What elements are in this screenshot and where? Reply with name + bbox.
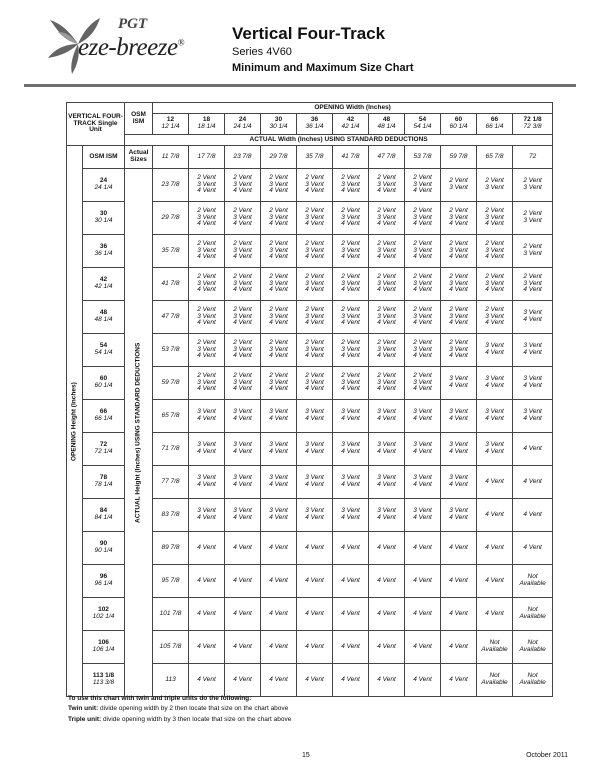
availability-cell: Not Available — [477, 631, 513, 664]
availability-cell: 4 Vent — [333, 664, 369, 697]
availability-cell: 4 Vent — [513, 532, 553, 565]
availability-cell: 4 Vent — [405, 631, 441, 664]
availability-cell: 4 Vent — [189, 664, 225, 697]
availability-cell: 3 Vent 4 Vent — [261, 466, 297, 499]
actual-height-cell: 47 7/8 — [153, 301, 189, 334]
cell-bottom: 18 1/4 — [197, 123, 216, 130]
availability-cell: 2 Vent 3 Vent 4 Vent — [333, 169, 369, 202]
cell-top: 78 — [99, 474, 108, 482]
availability-cell: 2 Vent 3 Vent 4 Vent — [477, 202, 513, 235]
availability-cell: 2 Vent 3 Vent 4 Vent — [225, 334, 261, 367]
availability-cell: 2 Vent 3 Vent 4 Vent — [189, 367, 225, 400]
row-height-header — [83, 301, 125, 334]
cell-top: 12 — [166, 116, 175, 124]
actual-height-cell: 65 7/8 — [153, 400, 189, 433]
cell-top: 36 — [99, 243, 108, 251]
width-header-cell — [297, 114, 333, 135]
cell-top: 36 — [310, 116, 319, 124]
actual-width-cell: 65 7/8 — [477, 146, 513, 169]
availability-cell: 3 Vent 4 Vent — [225, 433, 261, 466]
eze-breeze-logo — [48, 14, 220, 74]
availability-cell: 4 Vent — [333, 598, 369, 631]
availability-cell: 3 Vent 4 Vent — [333, 433, 369, 466]
availability-cell: Not Available — [477, 664, 513, 697]
actual-height-cell: 101 7/8 — [153, 598, 189, 631]
cell-bottom: 96 1/4 — [94, 580, 113, 587]
cell-top: 30 — [99, 210, 108, 218]
availability-cell: 3 Vent 4 Vent — [441, 400, 477, 433]
availability-cell: 2 Vent 3 Vent 4 Vent — [297, 169, 333, 202]
availability-cell: 4 Vent — [405, 664, 441, 697]
title-block — [232, 24, 414, 74]
availability-cell: 4 Vent — [369, 532, 405, 565]
availability-cell: 3 Vent 4 Vent — [369, 466, 405, 499]
availability-cell: 2 Vent 3 Vent 4 Vent — [225, 301, 261, 334]
availability-cell: 2 Vent 3 Vent 4 Vent — [369, 235, 405, 268]
availability-cell: Not Available — [513, 631, 553, 664]
actual-height-cell: 41 7/8 — [153, 268, 189, 301]
cell-top: 54 — [99, 342, 108, 350]
availability-cell: 2 Vent 3 Vent 4 Vent — [333, 235, 369, 268]
row-height-header — [83, 433, 125, 466]
width-header-cell — [441, 114, 477, 135]
availability-cell: 3 Vent 4 Vent — [297, 433, 333, 466]
cell-bottom: 84 1/4 — [94, 514, 113, 521]
availability-cell: 3 Vent 4 Vent — [225, 499, 261, 532]
availability-cell: 2 Vent 3 Vent 4 Vent — [405, 301, 441, 334]
brand-name: eze-breeze® — [78, 34, 184, 61]
width-header-cell — [513, 114, 553, 135]
availability-cell: 2 Vent 3 Vent 4 Vent — [333, 202, 369, 235]
availability-cell: 4 Vent — [369, 565, 405, 598]
availability-cell: 2 Vent 3 Vent 4 Vent — [369, 301, 405, 334]
cell-bottom: 30 1/4 — [94, 217, 113, 224]
actual-width-cell: 72 — [513, 146, 553, 169]
availability-cell: 4 Vent — [297, 565, 333, 598]
availability-cell: 2 Vent 3 Vent — [513, 235, 553, 268]
availability-cell: 3 Vent 4 Vent — [297, 466, 333, 499]
availability-cell: 2 Vent 3 Vent 4 Vent — [261, 169, 297, 202]
actual-width-cell: 23 7/8 — [225, 146, 261, 169]
availability-cell: 4 Vent — [405, 565, 441, 598]
actual-width-cell: 11 7/8 — [153, 146, 189, 169]
cell-top: 84 — [99, 507, 108, 515]
availability-cell: 3 Vent 4 Vent — [189, 466, 225, 499]
availability-cell: 2 Vent 3 Vent 4 Vent — [405, 235, 441, 268]
availability-cell: 4 Vent — [261, 631, 297, 664]
cell-bottom: 30 1/4 — [269, 123, 288, 130]
availability-cell: Not Available — [513, 598, 553, 631]
cell-top: 60 — [99, 375, 108, 383]
availability-cell: 3 Vent 4 Vent — [441, 367, 477, 400]
actual-width-cell: 47 7/8 — [369, 146, 405, 169]
cell-bottom: 90 1/4 — [94, 547, 113, 554]
actual-height-cell: 95 7/8 — [153, 565, 189, 598]
cell-top: 48 — [382, 116, 391, 124]
availability-cell: 2 Vent 3 Vent — [477, 169, 513, 202]
cell-top: 96 — [99, 573, 108, 581]
availability-cell: 4 Vent — [513, 499, 553, 532]
availability-cell: 4 Vent — [513, 466, 553, 499]
availability-cell: 2 Vent 3 Vent 4 Vent — [441, 268, 477, 301]
availability-cell: 2 Vent 3 Vent 4 Vent — [297, 301, 333, 334]
actual-width-header: ACTUAL Width (Inches) USING STANDARD DEDUCTIONS — [125, 135, 553, 146]
actual-height-cell: 71 7/8 — [153, 433, 189, 466]
availability-cell: 4 Vent — [225, 631, 261, 664]
availability-cell: 4 Vent — [189, 631, 225, 664]
actual-height-cell: 113 — [153, 664, 189, 697]
cell-bottom: 60 1/4 — [94, 382, 113, 389]
availability-cell: 2 Vent 3 Vent 4 Vent — [405, 268, 441, 301]
header-rule — [24, 84, 576, 87]
availability-cell: 3 Vent 4 Vent — [405, 466, 441, 499]
availability-cell: 2 Vent 3 Vent 4 Vent — [225, 235, 261, 268]
availability-cell: 3 Vent 4 Vent — [333, 400, 369, 433]
availability-cell: 4 Vent — [369, 664, 405, 697]
publication-date: October 2011 — [526, 752, 568, 759]
availability-cell: 3 Vent 4 Vent — [513, 334, 553, 367]
availability-cell: 3 Vent 4 Vent — [513, 367, 553, 400]
actual-width-cell: 59 7/8 — [441, 146, 477, 169]
availability-cell: 3 Vent 4 Vent — [441, 466, 477, 499]
cell-bottom: 36 1/4 — [305, 123, 324, 130]
availability-cell: 4 Vent — [189, 532, 225, 565]
triple-note: Triple unit: divide opening width by 3 then locate that size on the chart above — [68, 715, 292, 723]
row-height-header — [83, 400, 125, 433]
availability-cell: 4 Vent — [225, 598, 261, 631]
actual-width-cell: 29 7/8 — [261, 146, 297, 169]
cell-bottom: 66 1/4 — [94, 415, 113, 422]
availability-cell: 2 Vent 3 Vent 4 Vent — [513, 268, 553, 301]
cell-bottom: 24 1/4 — [233, 123, 252, 130]
cell-bottom: 72 3/8 — [523, 123, 542, 130]
cell-bottom: 78 1/4 — [94, 481, 113, 488]
availability-cell: 2 Vent 3 Vent 4 Vent — [369, 367, 405, 400]
chart-subtitle: Minimum and Maximum Size Chart — [232, 62, 414, 74]
availability-cell: 2 Vent 3 Vent 4 Vent — [189, 169, 225, 202]
availability-cell: 2 Vent 3 Vent — [513, 169, 553, 202]
availability-cell: 4 Vent — [261, 565, 297, 598]
availability-cell: 2 Vent 3 Vent 4 Vent — [333, 367, 369, 400]
availability-cell: 2 Vent 3 Vent 4 Vent — [333, 301, 369, 334]
availability-cell: 2 Vent 3 Vent 4 Vent — [297, 202, 333, 235]
availability-cell: 2 Vent 3 Vent 4 Vent — [189, 235, 225, 268]
availability-cell: 4 Vent — [297, 631, 333, 664]
availability-cell: 4 Vent — [333, 532, 369, 565]
cell-bottom: 42 1/4 — [341, 123, 360, 130]
actual-sizes-label: Actual Sizes — [125, 146, 153, 169]
twin-note: Twin unit: divide opening width by 2 then locate that size on the chart above — [68, 705, 289, 713]
cell-bottom: 48 1/4 — [94, 316, 113, 323]
availability-cell: 3 Vent 4 Vent — [405, 433, 441, 466]
width-header-cell — [153, 114, 189, 135]
availability-cell: 2 Vent 3 Vent 4 Vent — [261, 202, 297, 235]
availability-cell: 4 Vent — [189, 565, 225, 598]
actual-height-cell: 83 7/8 — [153, 499, 189, 532]
corner-cell: VERTICAL FOUR-TRACK Single Unit — [67, 103, 125, 146]
row-height-header — [83, 499, 125, 532]
notes-heading: To use this chart with twin and triple units do the following: — [68, 695, 252, 702]
series-label: Series 4V60 — [232, 46, 292, 58]
availability-cell: 3 Vent 4 Vent — [369, 433, 405, 466]
availability-cell: 3 Vent 4 Vent — [513, 301, 553, 334]
cell-top: 90 — [99, 540, 108, 548]
availability-cell: 4 Vent — [441, 598, 477, 631]
osm-ism-top: OSM ISM — [125, 103, 153, 135]
availability-cell: 2 Vent 3 Vent 4 Vent — [261, 301, 297, 334]
availability-cell: 3 Vent 4 Vent — [477, 433, 513, 466]
availability-cell: 3 Vent 4 Vent — [333, 466, 369, 499]
availability-cell: 2 Vent 3 Vent 4 Vent — [441, 334, 477, 367]
width-header-cell — [477, 114, 513, 135]
table-row — [67, 169, 553, 202]
availability-cell: 3 Vent 4 Vent — [261, 433, 297, 466]
availability-cell: 4 Vent — [225, 532, 261, 565]
cell-top: 66 — [490, 116, 499, 124]
row-height-header — [83, 334, 125, 367]
availability-cell: 2 Vent 3 Vent 4 Vent — [405, 367, 441, 400]
actual-height-cell: 59 7/8 — [153, 367, 189, 400]
width-header-cell — [261, 114, 297, 135]
availability-cell: 3 Vent 4 Vent — [333, 499, 369, 532]
osm-ism-left: OSM ISM — [83, 146, 125, 169]
availability-cell: 2 Vent 3 Vent 4 Vent — [297, 268, 333, 301]
cell-bottom: 42 1/4 — [94, 283, 113, 290]
availability-cell: 4 Vent — [297, 598, 333, 631]
cell-bottom: 54 1/4 — [413, 123, 432, 130]
availability-cell: 4 Vent — [477, 466, 513, 499]
availability-cell: 2 Vent 3 Vent 4 Vent — [297, 367, 333, 400]
row-height-header — [83, 367, 125, 400]
row-height-header — [83, 202, 125, 235]
usage-notes — [68, 694, 291, 725]
availability-cell: 4 Vent — [441, 664, 477, 697]
availability-cell: 2 Vent 3 Vent — [513, 202, 553, 235]
availability-cell: 3 Vent 4 Vent — [477, 400, 513, 433]
availability-cell: 4 Vent — [333, 631, 369, 664]
availability-cell: 3 Vent 4 Vent — [297, 499, 333, 532]
cell-bottom: 102 1/4 — [92, 613, 115, 620]
availability-cell: 2 Vent 3 Vent 4 Vent — [189, 202, 225, 235]
availability-cell: 3 Vent 4 Vent — [477, 334, 513, 367]
availability-cell: 2 Vent 3 Vent 4 Vent — [225, 367, 261, 400]
availability-cell: 4 Vent — [189, 598, 225, 631]
availability-cell: 4 Vent — [261, 664, 297, 697]
availability-cell: 2 Vent 3 Vent 4 Vent — [189, 268, 225, 301]
cell-top: 60 — [454, 116, 463, 124]
availability-cell: 3 Vent 4 Vent — [405, 400, 441, 433]
size-chart-table — [66, 102, 553, 697]
availability-cell: 2 Vent 3 Vent 4 Vent — [333, 268, 369, 301]
row-height-header — [83, 664, 125, 697]
cell-top: 42 — [346, 116, 355, 124]
actual-width-cell: 53 7/8 — [405, 146, 441, 169]
availability-cell: 4 Vent — [405, 598, 441, 631]
availability-cell: 3 Vent 4 Vent — [477, 367, 513, 400]
availability-cell: 2 Vent 3 Vent 4 Vent — [225, 169, 261, 202]
availability-cell: 2 Vent 3 Vent 4 Vent — [333, 334, 369, 367]
cell-top: 18 — [202, 116, 211, 124]
availability-cell: 3 Vent 4 Vent — [441, 499, 477, 532]
availability-cell: 2 Vent 3 Vent — [441, 169, 477, 202]
availability-cell: 3 Vent 4 Vent — [225, 466, 261, 499]
cell-bottom: 113 3/8 — [92, 679, 115, 686]
cell-bottom: 48 1/4 — [377, 123, 396, 130]
cell-top: 72 1/8 — [523, 116, 542, 124]
availability-cell: 3 Vent 4 Vent — [369, 499, 405, 532]
page-number: 15 — [302, 752, 310, 759]
availability-cell: 4 Vent — [405, 532, 441, 565]
availability-cell: 2 Vent 3 Vent 4 Vent — [189, 334, 225, 367]
row-height-header — [83, 598, 125, 631]
actual-height-cell: 89 7/8 — [153, 532, 189, 565]
pgt-mark: PGT — [118, 16, 148, 32]
actual-height-cell: 53 7/8 — [153, 334, 189, 367]
availability-cell: 4 Vent — [297, 532, 333, 565]
availability-cell: 3 Vent 4 Vent — [369, 400, 405, 433]
cell-top: 102 — [98, 606, 109, 614]
availability-cell: 3 Vent 4 Vent — [189, 433, 225, 466]
width-header-cell — [189, 114, 225, 135]
cell-top: 24 — [238, 116, 247, 124]
availability-cell: 4 Vent — [261, 598, 297, 631]
opening-width-header: OPENING Width (Inches) — [153, 103, 553, 114]
cell-bottom: 24 1/4 — [94, 184, 113, 191]
availability-cell: 4 Vent — [297, 664, 333, 697]
row-height-header — [83, 532, 125, 565]
availability-cell: 2 Vent 3 Vent 4 Vent — [297, 334, 333, 367]
availability-cell: 3 Vent 4 Vent — [441, 433, 477, 466]
availability-cell: 4 Vent — [477, 532, 513, 565]
availability-cell: 4 Vent — [441, 532, 477, 565]
width-header-cell — [405, 114, 441, 135]
availability-cell: 3 Vent 4 Vent — [225, 400, 261, 433]
availability-cell: 2 Vent 3 Vent 4 Vent — [225, 202, 261, 235]
availability-cell: Not Available — [513, 565, 553, 598]
cell-top: 54 — [418, 116, 427, 124]
actual-height-cell: 35 7/8 — [153, 235, 189, 268]
availability-cell: 4 Vent — [369, 598, 405, 631]
availability-cell: 2 Vent 3 Vent 4 Vent — [405, 334, 441, 367]
cell-bottom: 12 1/4 — [161, 123, 180, 130]
availability-cell: 4 Vent — [513, 433, 553, 466]
availability-cell: 3 Vent 4 Vent — [261, 400, 297, 433]
availability-cell: 2 Vent 3 Vent 4 Vent — [405, 202, 441, 235]
actual-width-cell: 17 7/8 — [189, 146, 225, 169]
availability-cell: 2 Vent 3 Vent 4 Vent — [477, 301, 513, 334]
availability-cell: 2 Vent 3 Vent 4 Vent — [369, 334, 405, 367]
cell-bottom: 36 1/4 — [94, 250, 113, 257]
availability-cell: 2 Vent 3 Vent 4 Vent — [405, 169, 441, 202]
availability-cell: 2 Vent 3 Vent 4 Vent — [441, 202, 477, 235]
availability-cell: 2 Vent 3 Vent 4 Vent — [369, 202, 405, 235]
availability-cell: 4 Vent — [477, 565, 513, 598]
availability-cell: 4 Vent — [225, 664, 261, 697]
availability-cell: 2 Vent 3 Vent 4 Vent — [441, 235, 477, 268]
cell-top: 48 — [99, 309, 108, 317]
availability-cell: Not Available — [513, 664, 553, 697]
availability-cell: 4 Vent — [333, 565, 369, 598]
actual-width-cell: 41 7/8 — [333, 146, 369, 169]
row-height-header — [83, 565, 125, 598]
availability-cell: 3 Vent 4 Vent — [189, 400, 225, 433]
cell-bottom: 66 1/4 — [485, 123, 504, 130]
availability-cell: 2 Vent 3 Vent 4 Vent — [477, 268, 513, 301]
availability-cell: 2 Vent 3 Vent 4 Vent — [369, 268, 405, 301]
row-height-header — [83, 268, 125, 301]
actual-height-cell: 23 7/8 — [153, 169, 189, 202]
actual-height-label: ACTUAL Height (Inches) USING STANDARD DEDUCTIONS — [125, 169, 153, 697]
header-row-1 — [67, 103, 553, 114]
actual-height-cell: 77 7/8 — [153, 466, 189, 499]
cell-bottom: 72 1/4 — [94, 448, 113, 455]
width-header-cell — [225, 114, 261, 135]
row-height-header — [83, 169, 125, 202]
row-height-header — [83, 235, 125, 268]
availability-cell: 4 Vent — [261, 532, 297, 565]
availability-cell: 2 Vent 3 Vent 4 Vent — [297, 235, 333, 268]
row-height-header — [83, 631, 125, 664]
availability-cell: 2 Vent 3 Vent 4 Vent — [225, 268, 261, 301]
availability-cell: 4 Vent — [477, 499, 513, 532]
availability-cell: 4 Vent — [441, 631, 477, 664]
availability-cell: 3 Vent 4 Vent — [405, 499, 441, 532]
availability-cell: 4 Vent — [441, 565, 477, 598]
cell-bottom: 54 1/4 — [94, 349, 113, 356]
width-header-cell — [369, 114, 405, 135]
availability-cell: 3 Vent 4 Vent — [513, 400, 553, 433]
opening-height-label: OPENING Height (Inches) — [67, 146, 83, 697]
page-title: Vertical Four-Track — [232, 24, 386, 43]
availability-cell: 2 Vent 3 Vent 4 Vent — [189, 301, 225, 334]
actual-sizes-row — [67, 146, 553, 169]
cell-top: 113 1/8 — [92, 672, 115, 680]
availability-cell: 3 Vent 4 Vent — [189, 499, 225, 532]
cell-top: 42 — [99, 276, 108, 284]
actual-height-cell: 29 7/8 — [153, 202, 189, 235]
actual-width-cell: 35 7/8 — [297, 146, 333, 169]
actual-height-cell: 105 7/8 — [153, 631, 189, 664]
availability-cell: 2 Vent 3 Vent 4 Vent — [261, 268, 297, 301]
availability-cell: 2 Vent 3 Vent 4 Vent — [261, 235, 297, 268]
cell-bottom: 106 1/4 — [92, 646, 115, 653]
cell-bottom: 60 1/4 — [449, 123, 468, 130]
cell-top: 72 — [99, 441, 108, 449]
availability-cell: 2 Vent 3 Vent 4 Vent — [369, 169, 405, 202]
availability-cell: 2 Vent 3 Vent 4 Vent — [261, 367, 297, 400]
width-header-cell — [333, 114, 369, 135]
availability-cell: 4 Vent — [477, 598, 513, 631]
availability-cell: 2 Vent 3 Vent 4 Vent — [261, 334, 297, 367]
availability-cell: 4 Vent — [369, 631, 405, 664]
cell-top: 30 — [274, 116, 283, 124]
availability-cell: 2 Vent 3 Vent 4 Vent — [477, 235, 513, 268]
availability-cell: 3 Vent 4 Vent — [261, 499, 297, 532]
cell-top: 24 — [99, 177, 108, 185]
availability-cell: 2 Vent 3 Vent 4 Vent — [441, 301, 477, 334]
availability-cell: 3 Vent 4 Vent — [297, 400, 333, 433]
actual-width-header-row — [67, 135, 553, 146]
cell-top: 66 — [99, 408, 108, 416]
cell-top: 106 — [98, 639, 109, 647]
row-height-header — [83, 466, 125, 499]
availability-cell: 4 Vent — [225, 565, 261, 598]
